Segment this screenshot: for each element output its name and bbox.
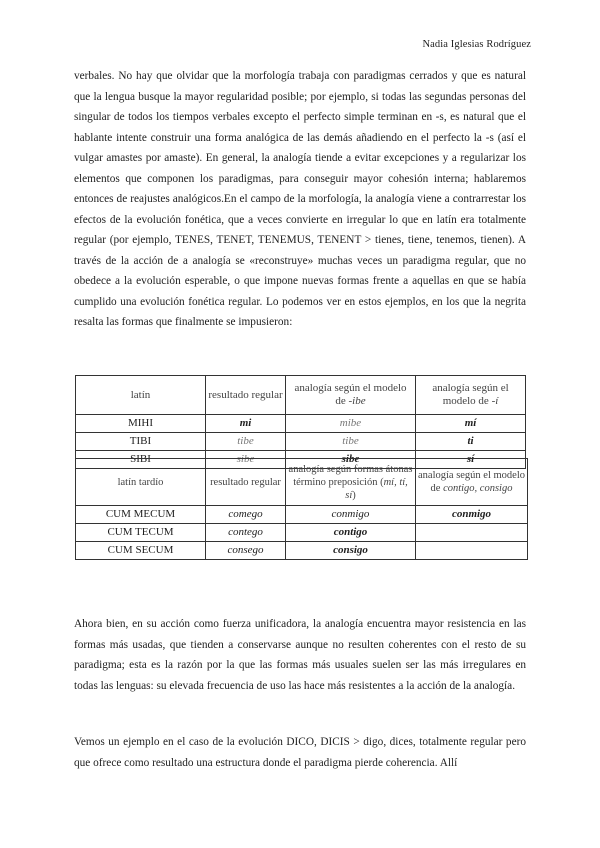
table-header-row [76,376,526,415]
table-row [76,524,528,542]
cell-i: mí [416,415,526,433]
table-row [76,415,526,433]
cell-latin: SIBI [76,451,206,469]
page-header-author: Nadia Iglesias Rodríguez [422,39,531,50]
header-ibe-model: analogía según el modelo de -ibe [286,376,416,415]
body-paragraph-2: Ahora bien, en su acción como fuerza unificadora, la analogía encuentra mayor resistencia en las formas más usadas, que tienden a conservarse aunque no resulten coherentes con el resto de su paradigma; esta es la razón por la que las formas más usuales suelen ser las más irregulares en todas las lenguas: su elevada frecuencia de uso las hace más resistentes a la acción de la analogía. [74,618,526,692]
cell-latin: CUM SECUM [76,542,206,560]
body-paragraph-3: Vemos un ejemplo en el caso de la evolución DICO, DICIS > digo, dices, totalmente regular pero que ofrece como resultado una estructura donde el paradigma pierde coherencia. Allí [74,736,526,769]
header-latin: latín [76,376,206,415]
header-i-model: analogía según el modelo de -í [416,376,526,415]
cell-ibe: tibe [286,433,416,451]
cell-atonas: contigo [286,524,416,542]
cell-regular: mi [206,415,286,433]
table-row [76,542,528,560]
cell-ibe: sibe [286,451,416,469]
cell-regular: contego [206,524,286,542]
cell-i: ti [416,433,526,451]
cell-latin: CUM TECUM [76,524,206,542]
cell-latin: MIHI [76,415,206,433]
header-contigo-model: analogía según el modelo de contigo, consigo [416,459,528,506]
cell-contigo [416,542,528,560]
cell-regular: comego [206,506,286,524]
cell-ibe: mibe [286,415,416,433]
cell-atonas: consigo [286,542,416,560]
cell-latin: TIBI [76,433,206,451]
cell-latin: CUM MECUM [76,506,206,524]
cell-atonas: conmigo [286,506,416,524]
header-late-latin: latín tardío [76,459,206,506]
analogy-table-late-latin [75,458,528,560]
cell-regular: tibe [206,433,286,451]
cell-regular: consego [206,542,286,560]
table-row [76,506,528,524]
body-paragraph-1: verbales. No hay que olvidar que la morfología trabaja con paradigmas cerrados y que es natural que la lengua busque la mayor regularidad posible; por ejemplo, si todas las segundas personas del singular de todos los tiempos verbales excepto el perfecto simple terminan en -s, es natural que el hablante intente construir una forma analógica de las demás añadiendo en el perfecto la -s (así el vulgar amastes por amaste). En general, la analogía tiende a evitar excepciones y a regularizar los elementos que componen los paradigmas, para conseguir mayor cohesión interna; hablaremos entonces de reajustes analógicos.En el campo de la morfología, la analogía viene a contrarrestar los efectos de la evolución fonética, que a veces convierte en irregular lo que en latín era totalmente regular (por ejemplo, TENES, TENET, TENEMUS, TENENT > tienes, tiene, tenemos, tienen). A través de la acción de a analogía se «reconstruye» muchas veces un paradigma regular, que no obedece a la evolución esperable, o que impone nuevas formas frente a aquellas en que se había cumplido una evolución fonética regular. Lo podemos ver en estos ejemplos, en los que la negrita resalta las formas que finalmente se impusieron: [74,70,526,328]
header-regular: resultado regular [206,376,286,415]
cell-i: sí [416,451,526,469]
header-regular: resultado regular [206,459,286,506]
cell-contigo: conmigo [416,506,528,524]
table-row [76,433,526,451]
cell-regular: sibe [206,451,286,469]
cell-contigo [416,524,528,542]
analogy-table-latin [75,375,526,469]
table-header-row [76,459,528,506]
header-atonas-model: analogía según formas átonas término preposición (mí, tí, sí) [286,459,416,506]
